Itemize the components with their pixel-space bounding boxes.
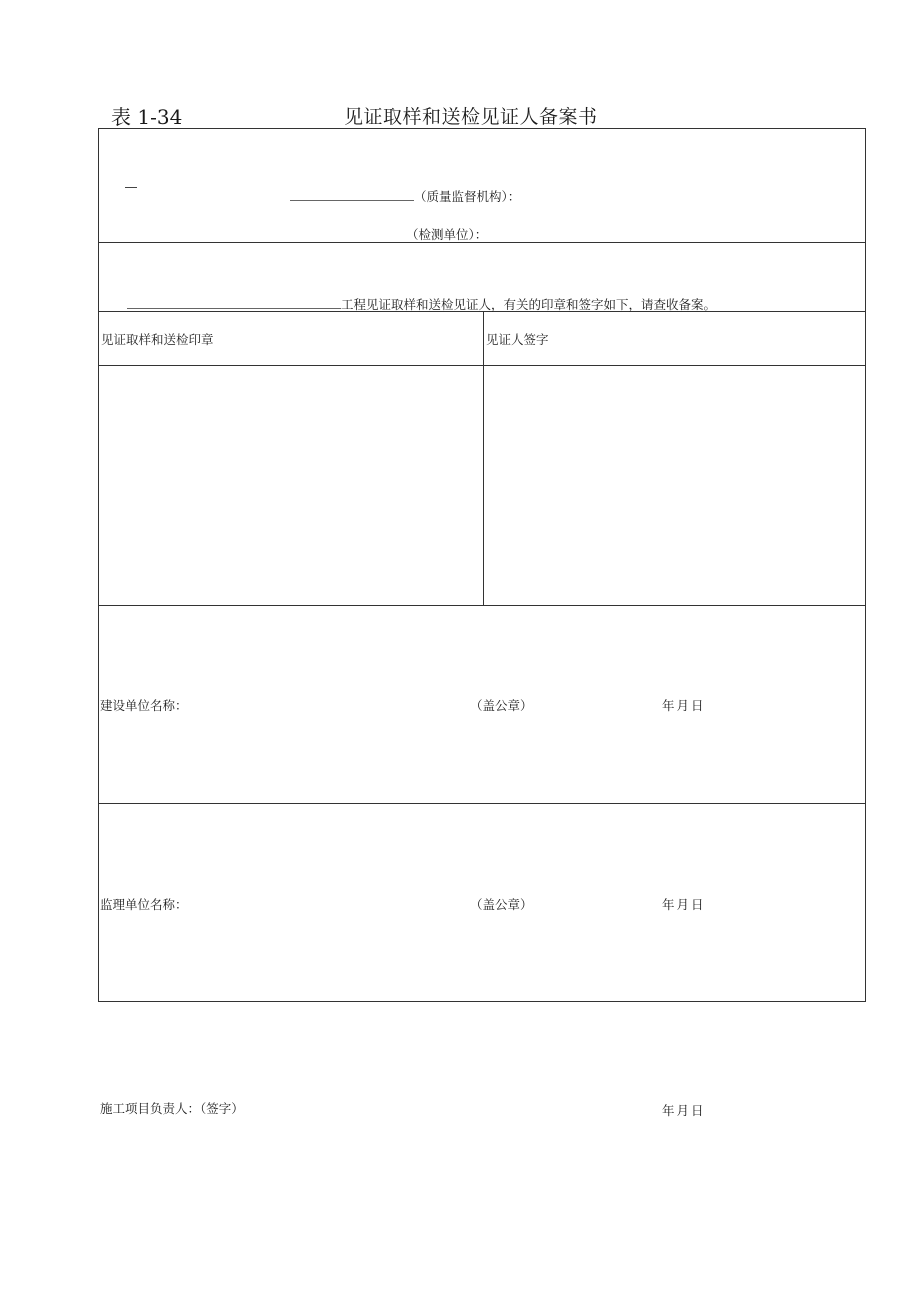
seal-column-header: 见证取样和送检印章 bbox=[101, 332, 214, 347]
divider-seal-area bbox=[98, 605, 866, 606]
supervision-unit-seal: （盖公章） bbox=[470, 897, 533, 912]
construction-unit-date: 年月日 bbox=[662, 698, 706, 713]
project-name-blank[interactable] bbox=[127, 296, 341, 309]
leading-dash bbox=[125, 187, 137, 188]
divider-construction-unit bbox=[98, 803, 866, 804]
footer-date: 年月日 bbox=[662, 1103, 706, 1118]
quality-supervision-label: （质量监督机构）： bbox=[414, 189, 521, 204]
construction-unit-label: 建设单位名称： bbox=[100, 698, 188, 713]
construction-unit-seal: （盖公章） bbox=[470, 698, 533, 713]
seal-box[interactable] bbox=[99, 366, 482, 604]
signature-box[interactable] bbox=[484, 366, 865, 604]
supervision-unit-date: 年月日 bbox=[662, 897, 706, 912]
quality-supervision-blank[interactable] bbox=[290, 188, 414, 201]
testing-unit-label: （检测单位）： bbox=[406, 227, 488, 242]
statement-line bbox=[127, 295, 716, 313]
document-title: 见证取样和送检见证人备案书 bbox=[344, 106, 598, 128]
statement-text: 工程见证取样和送检见证人，有关的印章和签字如下，请查收备案。 bbox=[341, 297, 717, 312]
table-number: 表 1-34 bbox=[111, 105, 183, 129]
supervision-unit-label: 监理单位名称： bbox=[100, 897, 188, 912]
signature-column-header: 见证人签字 bbox=[486, 332, 549, 347]
project-manager-signature: 施工项目负责人：（签字） bbox=[100, 1101, 244, 1116]
quality-supervision-line bbox=[290, 187, 520, 205]
